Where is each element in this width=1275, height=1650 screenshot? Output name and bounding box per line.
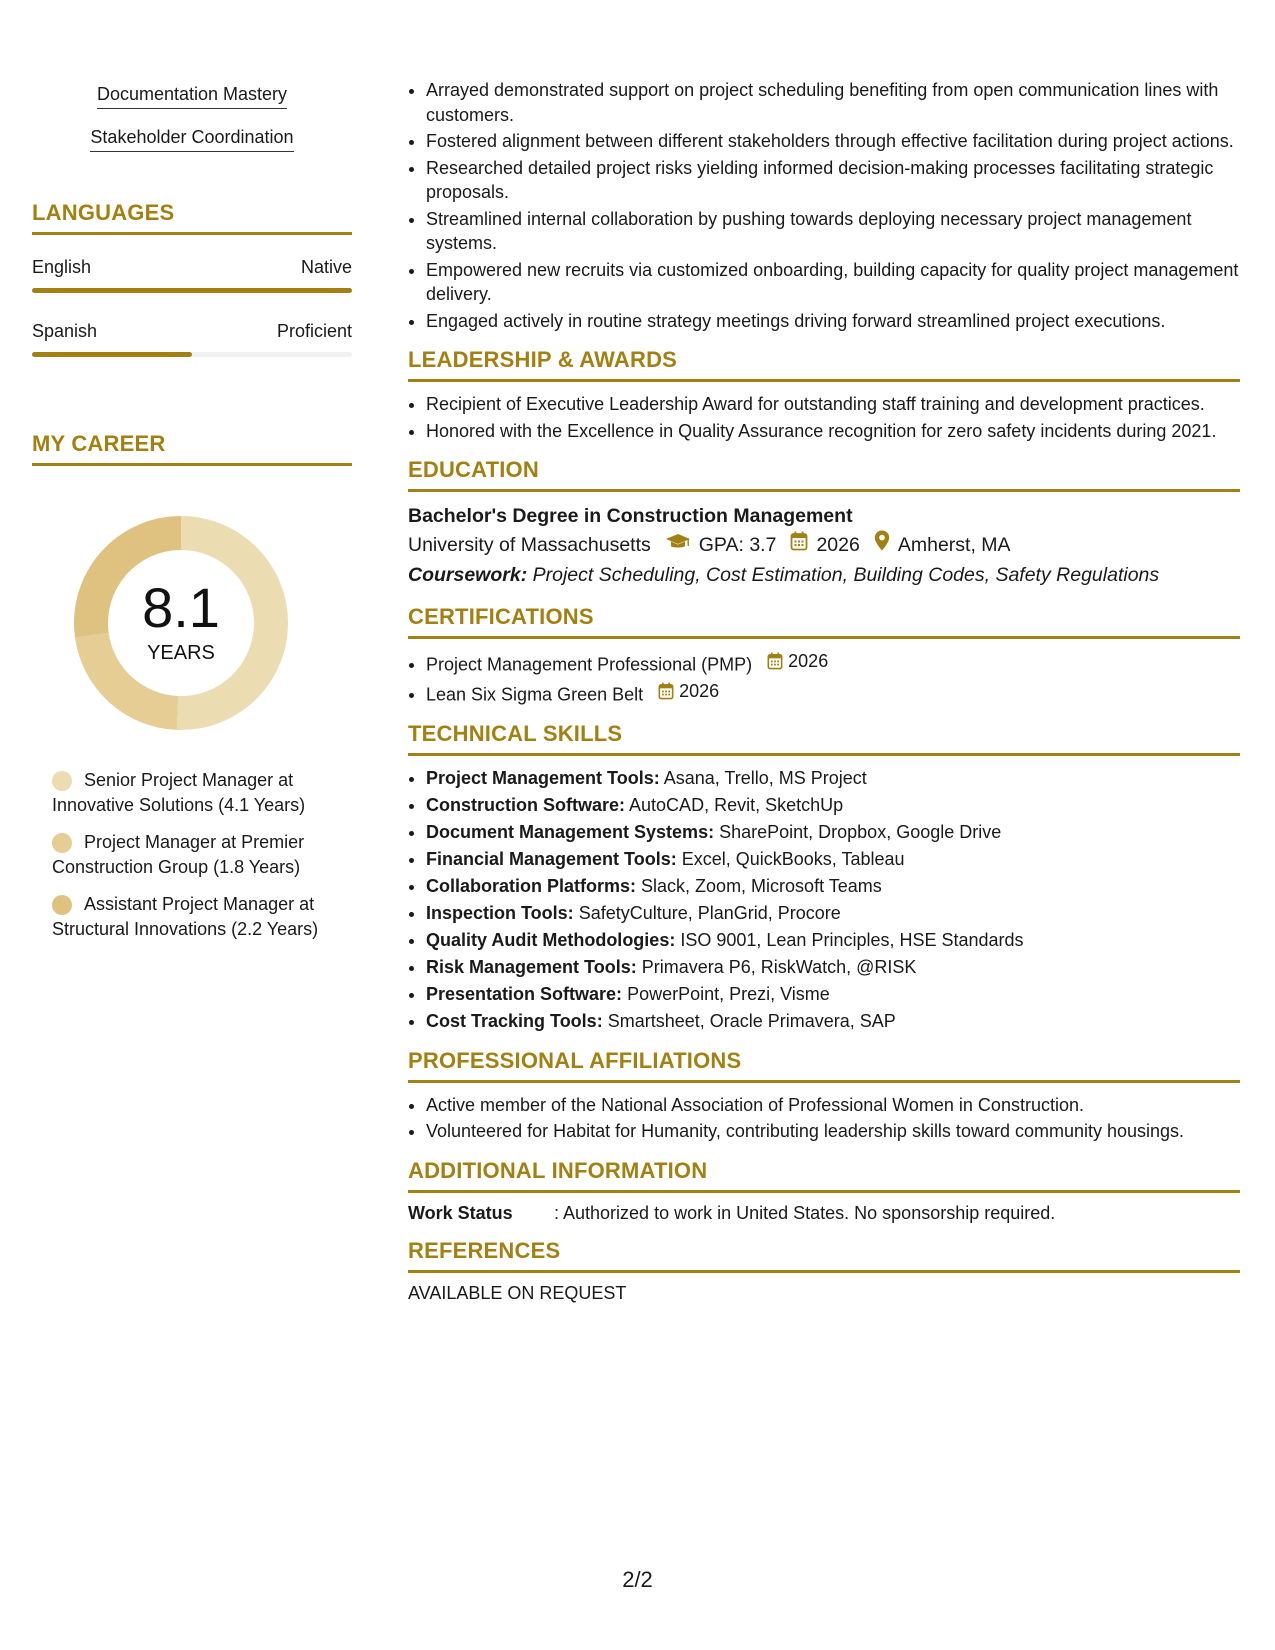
technical-skill-item [426,955,1240,980]
graduation-year: 2026 [816,534,860,556]
calendar-icon [658,682,674,700]
experience-bullet: • Researched detailed project risks yielding informed decision-making processes facilitating strategic proposals. [426,156,1240,205]
work-status-label: Work Status [408,1202,513,1223]
career-total-years: 8.1 [142,576,220,639]
skill-value: PowerPoint, Prezi, Visme [627,983,830,1004]
certifications-list [408,649,1240,707]
career-heading: MY CAREER [32,431,352,466]
languages-section [32,200,352,357]
career-legend-item [52,892,322,942]
additional-info-section [408,1158,1240,1224]
skill-value: AutoCAD, Revit, SketchUp [629,794,844,815]
coursework [408,560,1240,590]
technical-skills-section [408,721,1240,1034]
certification-item [426,679,1240,707]
skill-label: Financial Management Tools: [426,848,677,869]
work-status-value: : Authorized to work in United States. No sponsorship required. [554,1202,1056,1223]
skills-list [32,84,352,152]
technical-skill-item [426,1009,1240,1034]
languages-heading: LANGUAGES [32,200,352,235]
gpa: GPA: 3.7 [698,534,777,556]
experience-bullet: • Arrayed demonstrated support on project scheduling benefiting from open communication lines with customers. [426,78,1240,127]
skill-label: Quality Audit Methodologies: [426,929,676,950]
skill-tag: Stakeholder Coordination [90,127,293,152]
skill-label: Document Management Systems: [426,821,715,842]
education-details [408,530,1240,560]
skill-label: Project Management Tools: [426,767,660,788]
skill-value: Primavera P6, RiskWatch, @RISK [641,956,917,977]
technical-skill-item [426,766,1240,791]
skill-label: Presentation Software: [426,983,623,1004]
skill-label: Cost Tracking Tools: [426,1010,603,1031]
certifications-heading: CERTIFICATIONS [408,604,1240,639]
technical-skill-item [426,982,1240,1007]
experience-bullet: • Engaged actively in routine strategy meetings driving forward streamlined project executions. [426,309,1240,334]
certification-name: Project Management Professional (PMP) [426,654,753,675]
certification-year: 2026 [788,651,829,671]
skill-value: Excel, QuickBooks, Tableau [681,848,905,869]
affiliation-item: • Volunteered for Habitat for Humanity, contributing leadership skills toward community housings. [426,1119,1240,1144]
career-donut [66,508,296,738]
technical-skill-item [426,874,1240,899]
school-location: Amherst, MA [897,534,1011,556]
certification-year: 2026 [679,680,720,701]
leadership-bullet: • Recipient of Executive Leadership Award for outstanding staff training and development practices. [426,392,1240,417]
location-pin-icon [874,530,890,560]
skill-label: Risk Management Tools: [426,956,637,977]
work-status-row [408,1203,1240,1224]
language-level: Proficient [276,321,352,341]
leadership-bullet: • Honored with the Excellence in Quality Assurance recognition for zero safety incidents during 2021. [426,419,1240,444]
technical-skill-item [426,901,1240,926]
technical-skills-list [408,766,1240,1034]
technical-skill-item [426,793,1240,818]
language-bar [32,288,352,293]
coursework-label: Coursework: [408,564,528,586]
language-bar-fill [32,288,352,293]
skill-value: SharePoint, Dropbox, Google Drive [719,821,1002,842]
skill-value: Asana, Trello, MS Project [663,767,867,788]
technical-skill-item [426,928,1240,953]
career-legend-label: Project Manager at Premier Construction Group (1.8 Years) [52,832,305,877]
language-name: English [32,257,92,277]
leadership-section [408,347,1240,443]
skill-value: ISO 9001, Lean Principles, HSE Standards [680,929,1024,950]
language-name: Spanish [32,321,98,341]
skill-value: SafetyCulture, PlanGrid, Procore [578,902,841,923]
affiliations-heading: PROFESSIONAL AFFILIATIONS [408,1048,1240,1083]
experience-bullet: • Empowered new recruits via customized onboarding, building capacity for quality project management delivery. [426,258,1240,307]
skill-tag: Documentation Mastery [97,84,287,109]
references-text: AVAILABLE ON REQUEST [408,1282,627,1303]
certification-item [426,649,1240,677]
degree-title: Bachelor's Degree in Construction Management [408,505,853,527]
page-number: 2/2 [622,1567,653,1592]
affiliations-list [408,1093,1240,1144]
skill-label: Inspection Tools: [426,902,574,923]
skill-label: Collaboration Platforms: [426,875,637,896]
references-section [408,1238,1240,1304]
coursework-list: Project Scheduling, Cost Estimation, Building Codes, Safety Regulations [532,564,1160,586]
language-item [32,257,352,293]
legend-dot-icon [52,771,72,791]
legend-dot-icon [52,833,72,853]
graduation-cap-icon [665,530,691,560]
right-column [408,78,1240,1304]
affiliations-section [408,1048,1240,1144]
language-bar [32,352,352,357]
career-legend-item [52,830,322,880]
left-column [32,78,352,942]
additional-info-heading: ADDITIONAL INFORMATION [408,1158,1240,1193]
technical-skill-item [426,820,1240,845]
technical-skill-item [426,847,1240,872]
technical-skills-heading: TECHNICAL SKILLS [408,721,1240,756]
skill-label: Construction Software: [426,794,626,815]
education-heading: EDUCATION [408,457,1240,492]
education-section [408,457,1240,590]
leadership-list [408,392,1240,443]
calendar-icon [767,652,783,670]
career-legend-label: Assistant Project Manager at Structural Innovations (2.2 Years) [52,894,319,939]
career-legend-item [52,768,322,818]
references-heading: REFERENCES [408,1238,1240,1273]
language-bar-fill [32,352,192,357]
experience-bullet: • Streamlined internal collaboration by pushing towards deploying necessary project management systems. [426,207,1240,256]
career-legend-label: Senior Project Manager at Innovative Solutions (4.1 Years) [52,770,306,815]
school-name: University of Massachusetts [408,534,651,556]
calendar-icon [790,530,808,560]
certification-name: Lean Six Sigma Green Belt [426,684,644,704]
certifications-section [408,604,1240,707]
experience-bullet: • Fostered alignment between different stakeholders through effective facilitation during project actions. [426,129,1240,154]
affiliation-item: • Active member of the National Association of Professional Women in Construction. [426,1093,1240,1118]
career-unit: YEARS [147,642,215,664]
career-section [32,431,352,942]
skill-value: Slack, Zoom, Microsoft Teams [641,875,882,896]
language-item [32,321,352,357]
leadership-heading: LEADERSHIP & AWARDS [408,347,1240,382]
career-legend [52,768,322,942]
language-level: Native [300,257,352,277]
skill-value: Smartsheet, Oracle Primavera, SAP [607,1010,896,1031]
legend-dot-icon [52,895,72,915]
experience-bullets [408,78,1240,333]
